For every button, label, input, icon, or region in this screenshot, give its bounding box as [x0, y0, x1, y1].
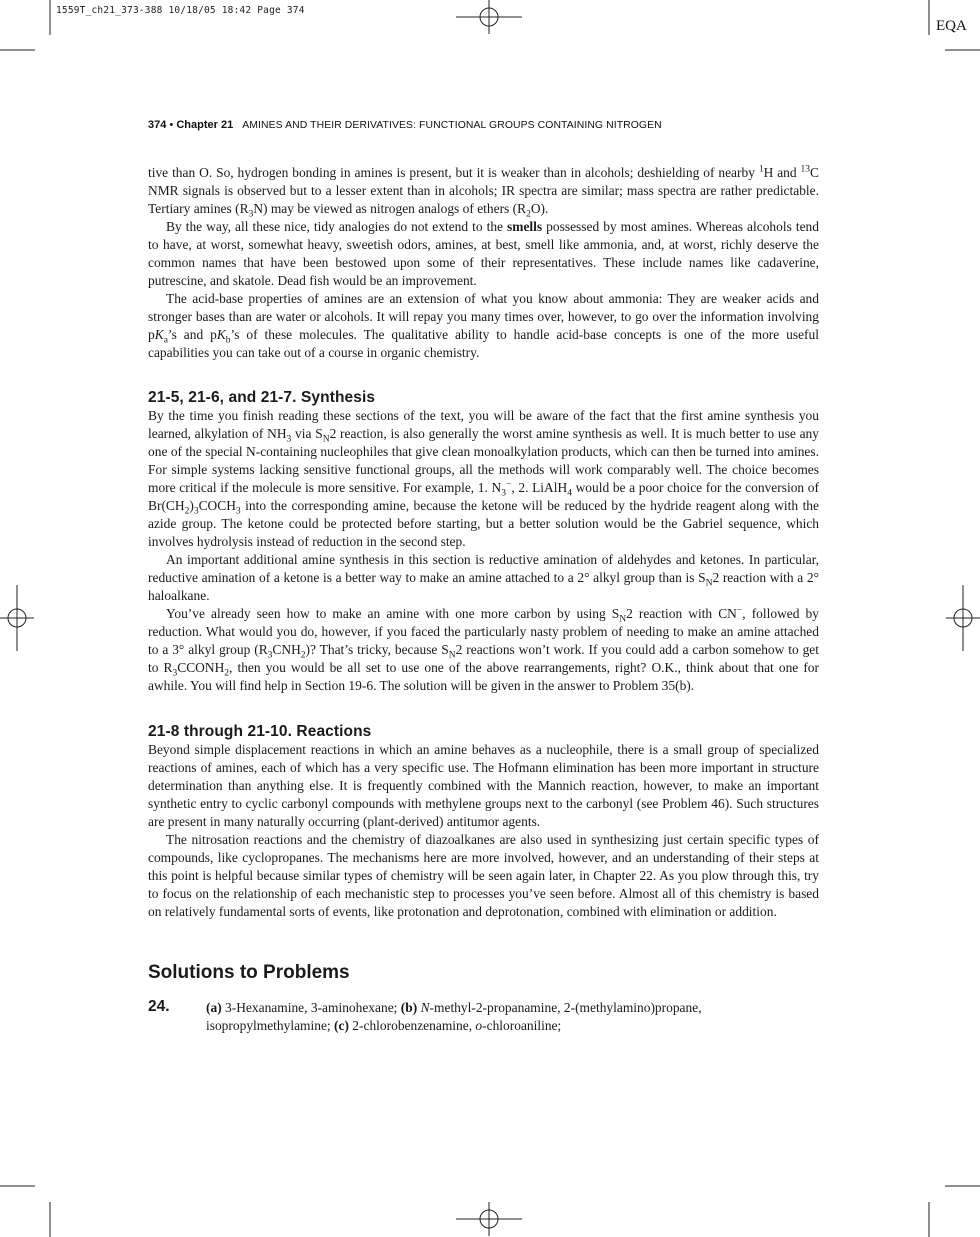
paragraph-synthesis-1: By the time you finish reading these sections of the text, you will be aware of the fact that the first amine synthesis you learned, alkylation of $NH_3$ via $S_N2$ reaction, is also generally the worst amine synthesis as well. It is much better to use any one of the special N-containing nucleophiles that give clean monoalkylation products, which can then be turned into amines. For simple systems lacking sensitive functional groups, all the methods will work comparably well. The choice becomes more critical if the molecule is more sensitive. For example, 1. $N_3^-$, 2. LiAlH$_4$ would be a poor choice for the conversion of $Br(CH_2)_3COCH_3$ into the corresponding amine, because the ketone will be reduced by the hydride reagent along with the azide group. The ketone could be protected before starting, but a better solution would be the Gabriel sequence, which involves hydrolysis instead of reduction in the second step. [148, 408, 819, 549]
paragraph-smells: By the way, all these nice, tidy analogies do not extend to the smells possessed by most amines. Whereas alcohols tend to have, at worst, somewhat heavy, sweetish odors, amines, at best, smell like ammonia, and, at worst, richly deserve the common names that have been bestowed upon some of their representatives. These include names like cadaverine, putrescine, and skatole. Dead fish would be an improvement. [148, 219, 819, 288]
paragraph-reactions-2: The nitrosation reactions and the chemistry of diazoalkanes are also used in synthesizing just certain specific types of compounds, like cyclopropanes. The mechanisms here are more involved, however, and an understanding of their steps at this point is helpful because similar types of chemistry will be seen again later, in Chapter 22. As you plow through this, try to focus on the relationship of each mechanistic step to processes you’ve seen before. Almost all of this chemistry is based on relatively fundamental sorts of events, like protonation and deprotonation, combined with elimination or addition. [148, 832, 819, 919]
registration-mark-right [946, 585, 980, 651]
registration-mark-top [456, 0, 522, 34]
chapter-label: Chapter 21 [176, 119, 234, 131]
print-slug: 1559T_ch21_373-388 10/18/05 18:42 Page 374 [56, 5, 305, 16]
page-number: 374 [148, 119, 167, 131]
corner-label: EQA [936, 18, 967, 34]
bullet: • [169, 119, 174, 131]
chapter-title: AMINES AND THEIR DERIVATIVES: FUNCTIONAL GROUPS CONTAINING NITROGEN [242, 120, 662, 131]
problem-24-answers: (a) 3-Hexanamine, 3-aminohexane; (b) N-methyl-2-propanamine, 2-(methylamino)propane, isopropylmethylamine; (c) 2-chlorobenzenamine, o-chloroaniline; [206, 1000, 702, 1033]
problem-24 [148, 999, 819, 1035]
part-label-c: (c) [334, 1018, 349, 1033]
paragraph-acid-base: The acid-base properties of amines are an extension of what you know about ammonia: They are weaker acids and stronger bases than are water or alcohols. It will repay you many times over, however, to go over the information involving $pK_a’s$ and $pK_b’s$ of these molecules. The qualitative ability to handle acid-base concepts is one of the more useful capabilities you can take out of a course in organic chemistry. [148, 291, 819, 360]
section-heading-synthesis: 21-5, 21-6, and 21-7. Synthesis [148, 389, 376, 406]
paragraph-synthesis-2: An important additional amine synthesis in this section is reductive amination of aldehydes and ketones. In particular, reductive amination of a ketone is a better way to make an amine attached to a 2° alkyl group than is $S_N2$ reaction with a 2° haloalkane. [148, 552, 820, 603]
running-head [148, 119, 662, 131]
registration-mark-bottom [456, 1202, 522, 1236]
paragraph-synthesis-3: You’ve already seen how to make an amine with one more carbon by using $S_N2$ reaction with CN−, followed by reduction. What would you do, however, if you faced the particularly nasty problem of needing to make an amine attached to a 3° alkyl group $(R_3CNH_2)$? That’s tricky, because $S_N2$ reactions won’t work. If you could add a carbon somehow to get to $R_3CCONH_2$, then you would be all set to use one of the above rearrangements, right? O.K., think about that one for awhile. You will find help in Section 19-6. The solution will be given in the answer to Problem 35(b). [148, 605, 820, 693]
problem-number: 24. [148, 998, 170, 1015]
part-label-b: (b) [400, 1000, 418, 1015]
part-label-a: (a) [206, 1000, 222, 1015]
section-heading-solutions: Solutions to Problems [148, 962, 350, 983]
registration-mark-left [0, 585, 34, 651]
section-heading-reactions: 21-8 through 21-10. Reactions [148, 723, 372, 740]
paragraph-reactions-1: Beyond simple displacement reactions in which an amine behaves as a nucleophile, there is a small group of specialized reactions of amines, each of which has a very specific use. The Hofmann elimination has been more important in structure determination than anything else. It is frequently combined with the Mannich reaction, however, to make an important synthetic entry to cyclic carbonyl compounds with methylene groups next to the carbonyl (see Problem 46). Such structures are present in many naturally occurring (plant-derived) antitumor agents. [148, 742, 819, 829]
page-body [148, 164, 819, 1035]
paragraph-intro-continued: tive than O. So, hydrogen bonding in amines is present, but it is weaker than in alcohols; deshielding of nearby $^1$H and $^{13}$C NMR signals is observed but to a lesser extent than in alcohols; IR spectra are similar; mass spectra are rather predictable. Tertiary amines $(R_3N)$ may be viewed as nitrogen analogs of ethers $(R_2O)$. [148, 164, 819, 220]
